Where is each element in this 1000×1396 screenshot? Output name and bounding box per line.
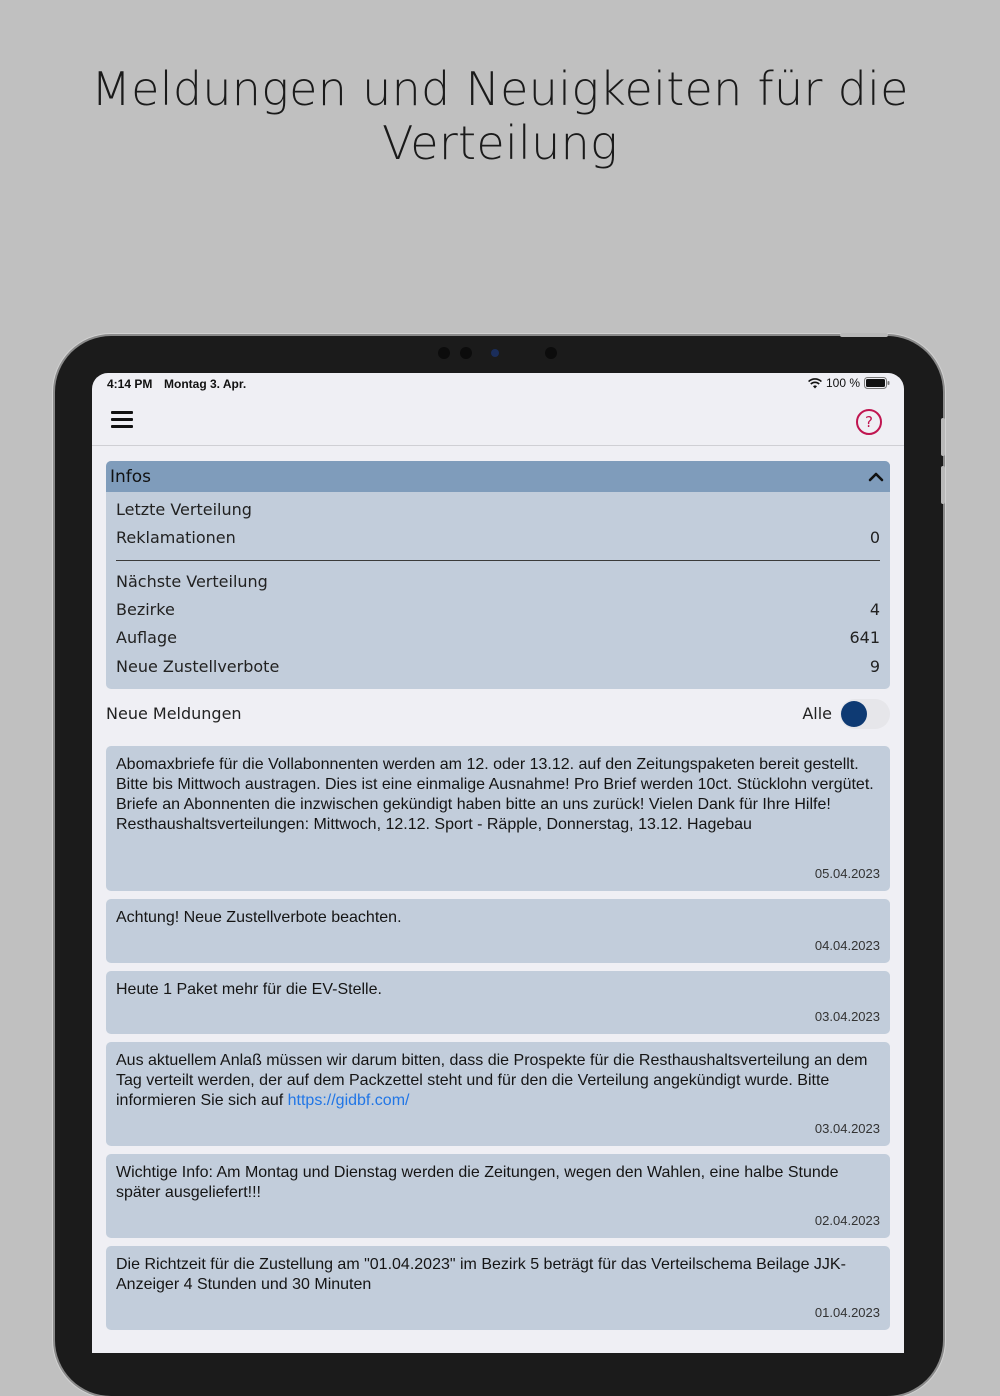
zustellverbote-value: 9 [869,657,880,676]
chevron-up-icon[interactable] [866,467,886,485]
auflage-label: Auflage [116,628,177,647]
reklamationen-label: Reklamationen [116,528,236,547]
battery-percentage: 100 % [825,376,860,390]
message-text: Heute 1 Paket mehr für die EV-Stelle. [116,981,382,998]
volume-down-button [941,466,945,504]
help-icon[interactable]: ? [856,409,882,435]
status-date: Montag 3. Apr. [164,377,247,391]
sensor-dot [460,347,472,359]
infos-panel [106,461,890,689]
next-distribution-label: Nächste Verteilung [116,572,268,591]
message-date: 02.04.2023 [814,1213,880,1228]
message-text [116,1051,880,1111]
auflage-row [116,625,880,649]
new-messages-label: Neue Meldungen [106,704,242,723]
message-card[interactable] [106,1042,890,1146]
reklamationen-value: 0 [869,528,880,547]
bezirke-value: 4 [869,600,880,619]
new-messages-bar [106,697,890,731]
message-date: 03.04.2023 [814,1121,880,1136]
message-link[interactable]: https://gidbf.com/ [287,1092,410,1109]
infos-title: Infos [110,467,152,487]
all-filter-label: Alle [802,704,832,723]
sensor-dot [438,347,450,359]
bezirke-label: Bezirke [116,600,175,619]
message-text: Wichtige Info: Am Montag und Dienstag werden die Zeitungen, wegen den Wahlen, eine halbe Stunde später ausgeliefert!!! [116,1164,839,1201]
app-screen [92,373,904,1353]
marketing-headline [0,62,1000,170]
infos-header[interactable] [106,461,890,492]
message-card[interactable] [106,1246,890,1330]
message-text: Die Richtzeit für die Zustellung am "01.04.2023" im Bezirk 5 beträgt für das Verteilschema Beilage JJK-Anzeiger 4 Stunden und 30 Minuten [116,1256,846,1293]
headline-line-2: Verteilung [382,116,618,170]
infos-divider [116,560,880,561]
last-distribution-label: Letzte Verteilung [116,500,252,519]
message-card[interactable] [106,899,890,963]
reklamationen-row [116,525,880,549]
last-distribution-heading [116,497,880,521]
message-date: 04.04.2023 [814,938,880,953]
sensor-dot [545,347,557,359]
message-card[interactable] [106,971,890,1034]
navigation-bar [92,395,904,446]
next-distribution-heading [116,569,880,593]
toggle-knob [841,701,867,727]
message-card[interactable] [106,1154,890,1238]
status-time: 4:14 PM [107,377,153,391]
volume-up-button [941,418,945,456]
message-date: 01.04.2023 [814,1305,880,1320]
zustellverbote-row [116,654,880,678]
power-button [840,333,888,337]
message-date: 05.04.2023 [814,866,880,881]
message-text: Abomaxbriefe für die Vollabonnenten werden am 12. oder 13.12. auf den Zeitungspaketen bereit gestellt. Bitte bis Mittwoch austragen. Dies ist eine einmalige Ausnahme! Pro Brief werden 10ct. Stücklohn vergütet. Briefe an Abonnenten die inzwischen gekündigt haben bitte an uns zurück! Vielen Dank für Ihre Hilfe! Resthaushaltsverteilungen: Mittwoch, 12.12. Sport - Räpple, Donnerstag, 13.12. Hagebau [116,756,874,833]
wifi-icon [808,378,822,389]
camera-lens [491,349,499,357]
all-messages-toggle[interactable] [840,699,890,729]
status-right [808,376,890,390]
message-date: 03.04.2023 [814,1009,880,1024]
auflage-value: 641 [849,628,880,647]
bezirke-row [116,597,880,621]
battery-icon [864,377,890,389]
message-text-body: Aus aktuellem Anlaß müssen wir darum bitten, dass die Prospekte für die Resthaushaltsverteilung an dem Tag verteilt werden, der auf dem Packzettel steht und für den die Verteilung angekündigt wurde. Bitte informieren Sie sich auf [116,1052,868,1109]
message-text: Achtung! Neue Zustellverbote beachten. [116,909,402,926]
status-bar [92,373,904,395]
headline-line-1: Meldungen und Neuigkeiten für die [91,62,909,116]
message-card[interactable] [106,746,890,891]
zustellverbote-label: Neue Zustellverbote [116,657,280,676]
hamburger-icon[interactable] [111,411,133,429]
